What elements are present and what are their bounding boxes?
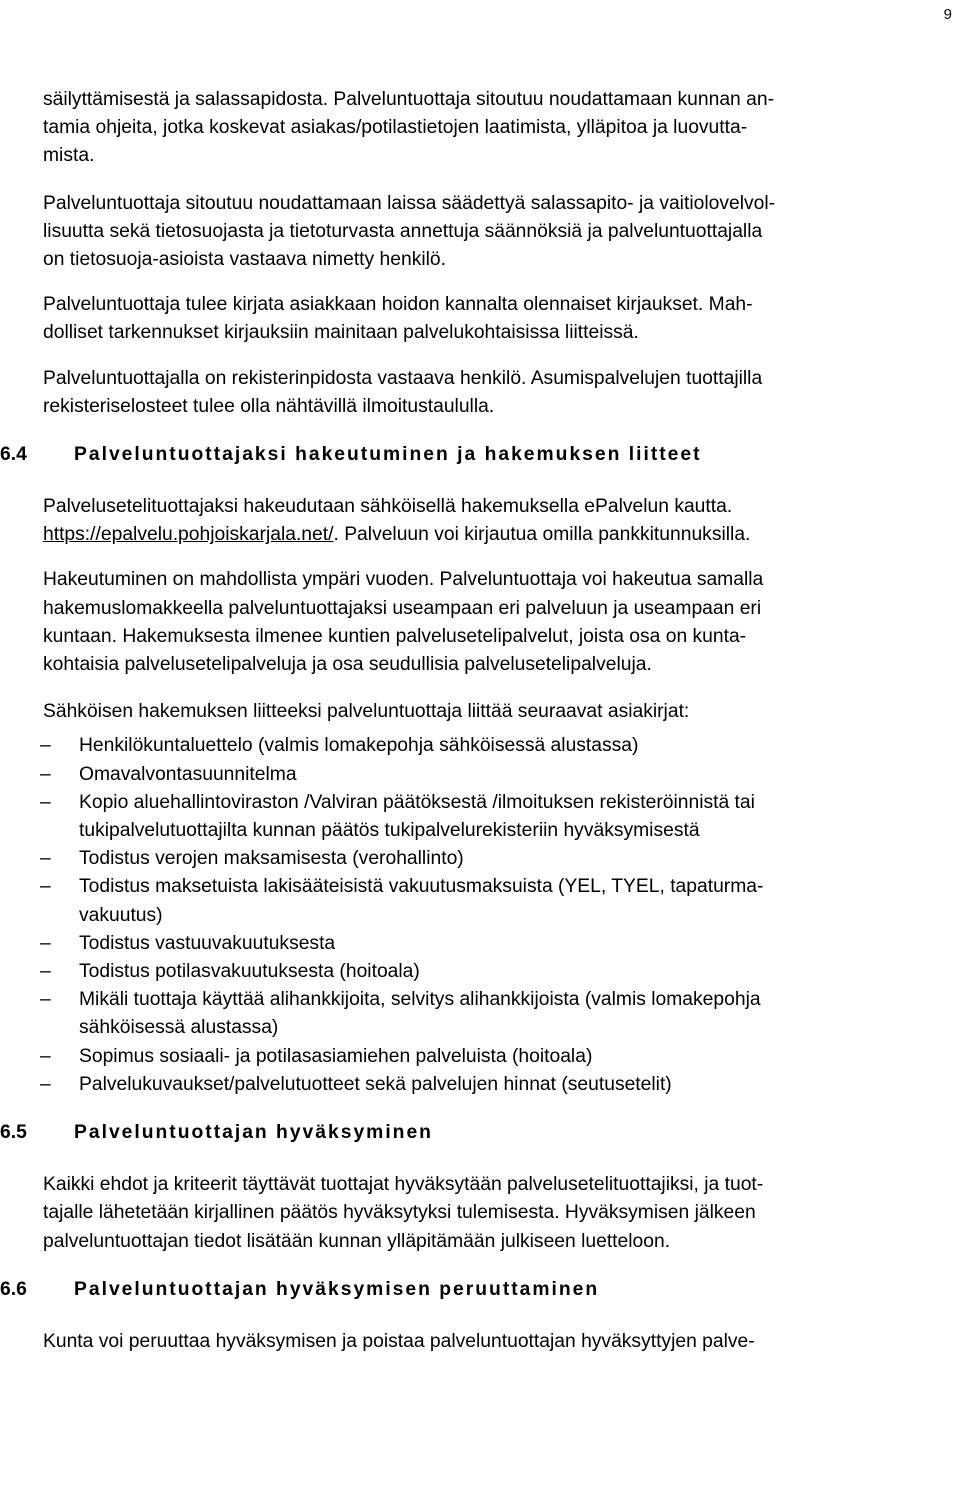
list-item-text: Omavalvontasuunnitelma (79, 763, 297, 785)
section-title: Palveluntuottajaksi hakeutuminen ja hakemuksen liitteet (74, 444, 702, 466)
paragraph-record-keeping: Palveluntuottaja tulee kirjata asiakkaan hoidon kannalta olennaiset kirjaukset. Mah- dolliset tarkennukset kirjauksiin mainitaan palvelukohtaisissa liitteissä. (43, 294, 753, 344)
list-item-text: Todistus potilasvakuutuksesta (hoitoala) (79, 961, 420, 983)
list-item-text: Todistus maksetuista lakisääteisistä vakuutusmaksuista (YEL, TYEL, tapaturma- vakuutus) (79, 876, 764, 926)
paragraph-registry-holder: Palveluntuottajalla on rekisterinpidosta vastaava henkilö. Asumispalvelujen tuottajilla rekisteriselosteet tulee olla nähtävillä ilmoitustaululla. (43, 367, 763, 417)
list-item-text: Todistus vastuuvakuutuksesta (79, 932, 336, 954)
dash-bullet: – (40, 1073, 51, 1095)
attachments-intro: Sähköisen hakemuksen liitteeksi palveluntuottaja liittää seuraavat asiakirjat: (43, 701, 690, 723)
list-item (40, 873, 943, 929)
section-number: 6.4 (0, 444, 27, 466)
login-text: . Palveluun voi kirjautua omilla pankkitunnuksilla. (333, 524, 751, 546)
dash-bullet: – (40, 876, 51, 898)
paragraph-revocation: Kunta voi peruuttaa hyväksymisen ja poistaa palveluntuottajan hyväksyttyjen palve- (43, 1330, 755, 1352)
list-item-text: Todistus verojen maksamisesta (verohallinto) (79, 848, 464, 870)
list-item-text: Henkilökuntaluettelo (valmis lomakepohja sähköisessä alustassa) (79, 735, 639, 757)
epalvelu-link[interactable]: https://epalvelu.pohjoiskarjala.net/ (43, 524, 334, 546)
dash-bullet: – (40, 791, 51, 813)
list-item (40, 1043, 943, 1071)
paragraph-confidentiality-instructions: säilyttämisestä ja salassapidosta. Palveluntuottaja sitoutuu noudattamaan kunnan an- tamia ohjeita, jotka koskevat asiakas/potilastietojen laatimista, ylläpitoa ja luovutta- mista. (43, 89, 775, 167)
dash-bullet: – (40, 932, 51, 954)
list-item-text: Mikäli tuottaja käyttää alihankkijoita, selvitys alihankkijoista (valmis lomakepohja sähköisessä alustassa) (79, 989, 761, 1039)
section-heading-6-6 (0, 1276, 900, 1304)
attachments-list (40, 732, 943, 1099)
section-title: Palveluntuottajan hyväksymisen peruuttaminen (74, 1278, 600, 1300)
section-number: 6.6 (0, 1278, 27, 1300)
list-item (40, 1071, 943, 1099)
dash-bullet: – (40, 1045, 51, 1067)
page-number: 9 (943, 6, 952, 23)
paragraph-application-period: Hakeutuminen on mahdollista ympäri vuoden. Palveluntuottaja voi hakeutua samalla hakemuslomakkeella palveluntuottajaksi useampaan eri palveluun ja useampaan eri kuntaan. Hakemuksesta ilmenee kuntien palvelusetelipalvelut, joista osa on kunta- kohtaisia palvelusetelipalveluja ja osa seudullisia palvelusetelipalveluja. (43, 569, 764, 676)
list-item (40, 761, 943, 789)
paragraph-application-channel (43, 493, 943, 549)
list-item (40, 789, 943, 845)
document-body (0, 86, 943, 1356)
section-heading-6-5 (0, 1119, 900, 1147)
list-item (40, 845, 943, 873)
paragraph-approval: Kaikki ehdot ja kriteerit täyttävät tuottajat hyväksytään palvelusetelituottajiksi, ja tuot- tajalle lähetetään kirjallinen päätös hyväksytyksi tulemisesta. Hyväksymisen jälkeen palveluntuottajan tiedot lisätään kunnan ylläpitämään julkiseen luetteloon. (43, 1174, 764, 1252)
dash-bullet: – (40, 989, 51, 1011)
list-item-text: Sopimus sosiaali- ja potilasasiamiehen palveluista (hoitoala) (79, 1045, 593, 1067)
section-heading-6-4 (0, 441, 900, 469)
dash-bullet: – (40, 961, 51, 983)
list-item (40, 732, 943, 760)
dash-bullet: – (40, 763, 51, 785)
list-item-text: Palvelukuvaukset/palvelutuotteet sekä palvelujen hinnat (seutusetelit) (79, 1073, 672, 1095)
paragraph-secrecy-obligation: Palveluntuottaja sitoutuu noudattamaan laissa säädettyä salassapito- ja vaitiolovelvol- lisuutta sekä tietosuojasta ja tietoturvasta annettuja säännöksiä ja palveluntuottajalla on tietosuoja-asioista vastaava nimetty henkilö. (43, 192, 776, 271)
dash-bullet: – (40, 848, 51, 870)
list-item (40, 958, 943, 986)
dash-bullet: – (40, 735, 51, 757)
application-text: Palvelusetelituottajaksi hakeudutaan sähköisellä hakemuksella ePalvelun kautta. (43, 496, 733, 518)
list-item-text: Kopio aluehallintoviraston /Valviran päätöksestä /ilmoituksen rekisteröinnistä tai tukipalvelutuottajilta kunnan päätös tukipalvelurekisteriin hyväksymisestä (79, 791, 755, 842)
section-number: 6.5 (0, 1122, 27, 1144)
list-item (40, 930, 943, 958)
section-title: Palveluntuottajan hyväksyminen (74, 1122, 433, 1144)
list-item (40, 986, 943, 1042)
